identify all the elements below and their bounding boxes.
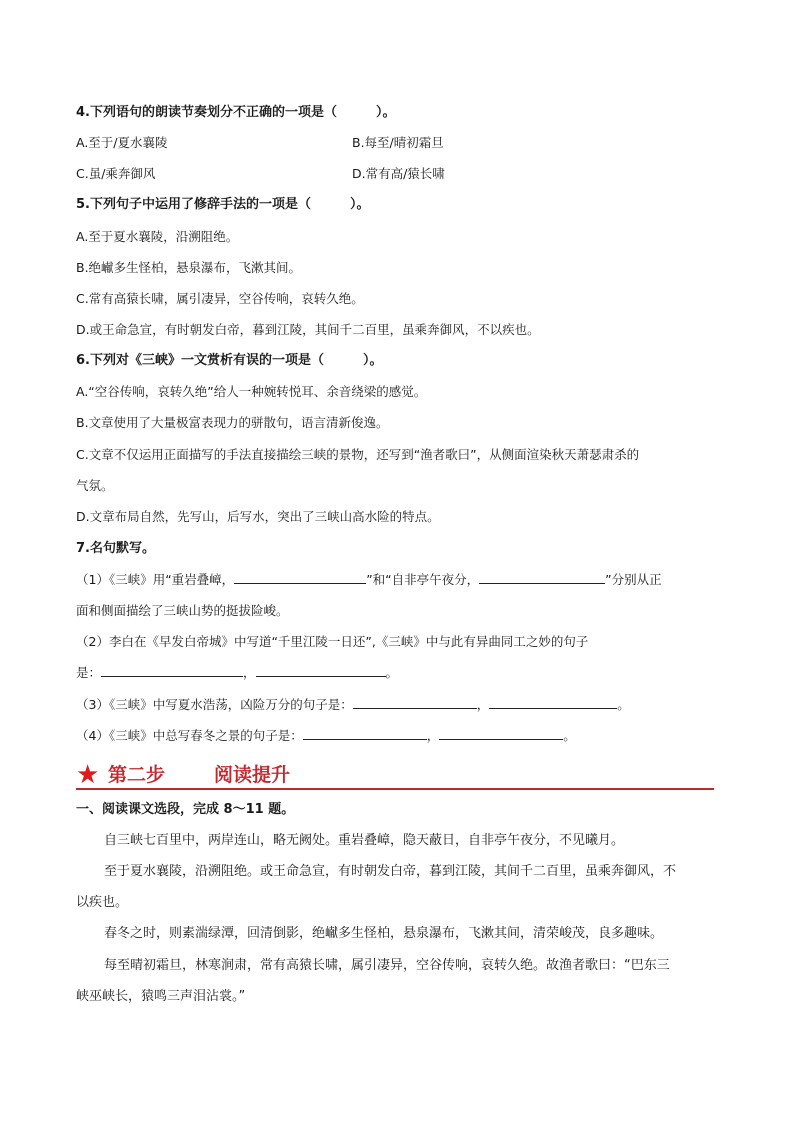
question-7-item-2-cont xyxy=(76,664,398,682)
question-4-option-d: D.常有高/猿长啸 xyxy=(352,166,445,181)
passage-paragraph-1: 自三峡七百里中，两岸连山，略无阙处。重岩叠嶂，隐天蔽日，自非亭午夜分，不见曦月。 xyxy=(104,833,625,848)
passage-paragraph-4: 每至晴初霜旦，林寒涧肃，常有高猿长啸，属引凄异，空谷传响，哀转久绝。故渔者歌曰：“巴东三 xyxy=(104,958,670,973)
item-4-text-a: （4）《三峡》中总写春冬之景的句子是： xyxy=(76,728,303,743)
question-5-option-b: B.绝𪩘多生怪柏，悬泉瀑布，飞漱其间。 xyxy=(76,260,302,275)
passage-paragraph-3: 春冬之时，则素湍绿潭，回清倒影，绝𪩘多生怪柏，悬泉瀑布，飞漱其间，清荣峻茂，良多趣味。 xyxy=(104,926,664,941)
question-6-option-b: B.文章使用了大量极富表现力的骈散句，语言清新俊逸。 xyxy=(76,415,389,430)
blank-3a[interactable] xyxy=(353,696,477,709)
passage-paragraph-2-cont: 以疾也。 xyxy=(76,895,129,910)
item-1-text-a: （1）《三峡》用“重岩叠嶂， xyxy=(76,572,235,587)
item-3-text-a: （3）《三峡》中写夏水浩荡，凶险万分的句子是： xyxy=(76,697,353,712)
question-5-option-c: C.常有高猿长啸，属引凄异，空谷传响，哀转久绝。 xyxy=(76,291,364,306)
question-6-option-a: A.“空谷传响，哀转久绝”给人一种婉转悦耳、余音绕梁的感觉。 xyxy=(76,384,427,399)
question-7-item-2: （2）李白在《早发白帝城》中写道“千里江陵一日还”,《三峡》中与此有异曲同工之妙的句子 xyxy=(76,634,589,649)
blank-4b[interactable] xyxy=(439,727,563,740)
star-icon: ★ xyxy=(76,760,100,790)
item-2-comma: ， xyxy=(243,665,256,680)
question-4-option-b: B.每至/晴初霜旦 xyxy=(352,135,444,150)
blank-4a[interactable] xyxy=(303,727,427,740)
item-1-text-c: ”分别从正 xyxy=(605,572,662,587)
question-5-option-d: D.或王命急宣，有时朝发白帝，暮到江陵，其间千二百里，虽乘奔御风，不以疾也。 xyxy=(76,322,540,337)
item-2-text-b: 是： xyxy=(76,665,102,680)
question-4-option-c: C.虽/乘奔御风 xyxy=(76,166,156,181)
question-7-item-1 xyxy=(76,571,662,589)
item-4-comma: ， xyxy=(426,728,440,743)
item-3-comma: ， xyxy=(476,697,490,712)
question-5-option-a: A.至于夏水襄陵，沿溯阻绝。 xyxy=(76,229,239,244)
item-4-period: 。 xyxy=(563,728,576,743)
section-title: 阅读提升 xyxy=(214,764,291,786)
blank-1b[interactable] xyxy=(479,571,605,584)
question-6-option-d: D.文章布局自然，先写山，后写水，突出了三峡山高水险的特点。 xyxy=(76,509,440,524)
question-6-option-c: C.文章不仅运用正面描写的手法直接描绘三峡的景物，还写到“渔者歌曰”，从侧面渲染秋天萧瑟肃杀的 xyxy=(76,447,640,462)
item-2-period: 。 xyxy=(385,665,399,680)
question-4-stem: 4.下列语句的朗读节奏划分不正确的一项是（ ）。 xyxy=(76,105,396,120)
item-1-text-b: ”和“自非亭午夜分， xyxy=(366,572,480,587)
passage-paragraph-4-cont: 峡巫峡长，猿鸣三声泪沾裳。” xyxy=(76,989,246,1004)
passage-paragraph-2: 至于夏水襄陵，沿溯阻绝。或王命急宣，有时朝发白帝，暮到江陵，其间千二百里，虽乘奔御风，不 xyxy=(104,864,677,879)
blank-3b[interactable] xyxy=(489,696,617,709)
question-6-stem: 6.下列对《三峡》一文赏析有误的一项是（ ）。 xyxy=(76,353,383,368)
reading-heading: 一、阅读课文选段，完成 8～11 题。 xyxy=(76,802,295,817)
blank-2b[interactable] xyxy=(256,664,386,677)
blank-1a[interactable] xyxy=(234,571,366,584)
section-step: 第二步 xyxy=(108,764,166,786)
blank-2a[interactable] xyxy=(101,664,243,677)
question-7-stem: 7.名句默写。 xyxy=(76,541,155,556)
section-header xyxy=(76,762,714,790)
question-6-option-c-cont: 气氛。 xyxy=(76,478,114,493)
question-7-item-1-cont: 面和侧面描绘了三峡山势的挺拔险峻。 xyxy=(76,603,289,618)
question-7-item-3 xyxy=(76,696,630,714)
question-5-stem: 5.下列句子中运用了修辞手法的一项是（ ）。 xyxy=(76,197,370,212)
question-4-option-a: A.至于/夏水襄陵 xyxy=(76,135,168,150)
item-3-period: 。 xyxy=(617,697,630,712)
question-7-item-4 xyxy=(76,727,576,745)
